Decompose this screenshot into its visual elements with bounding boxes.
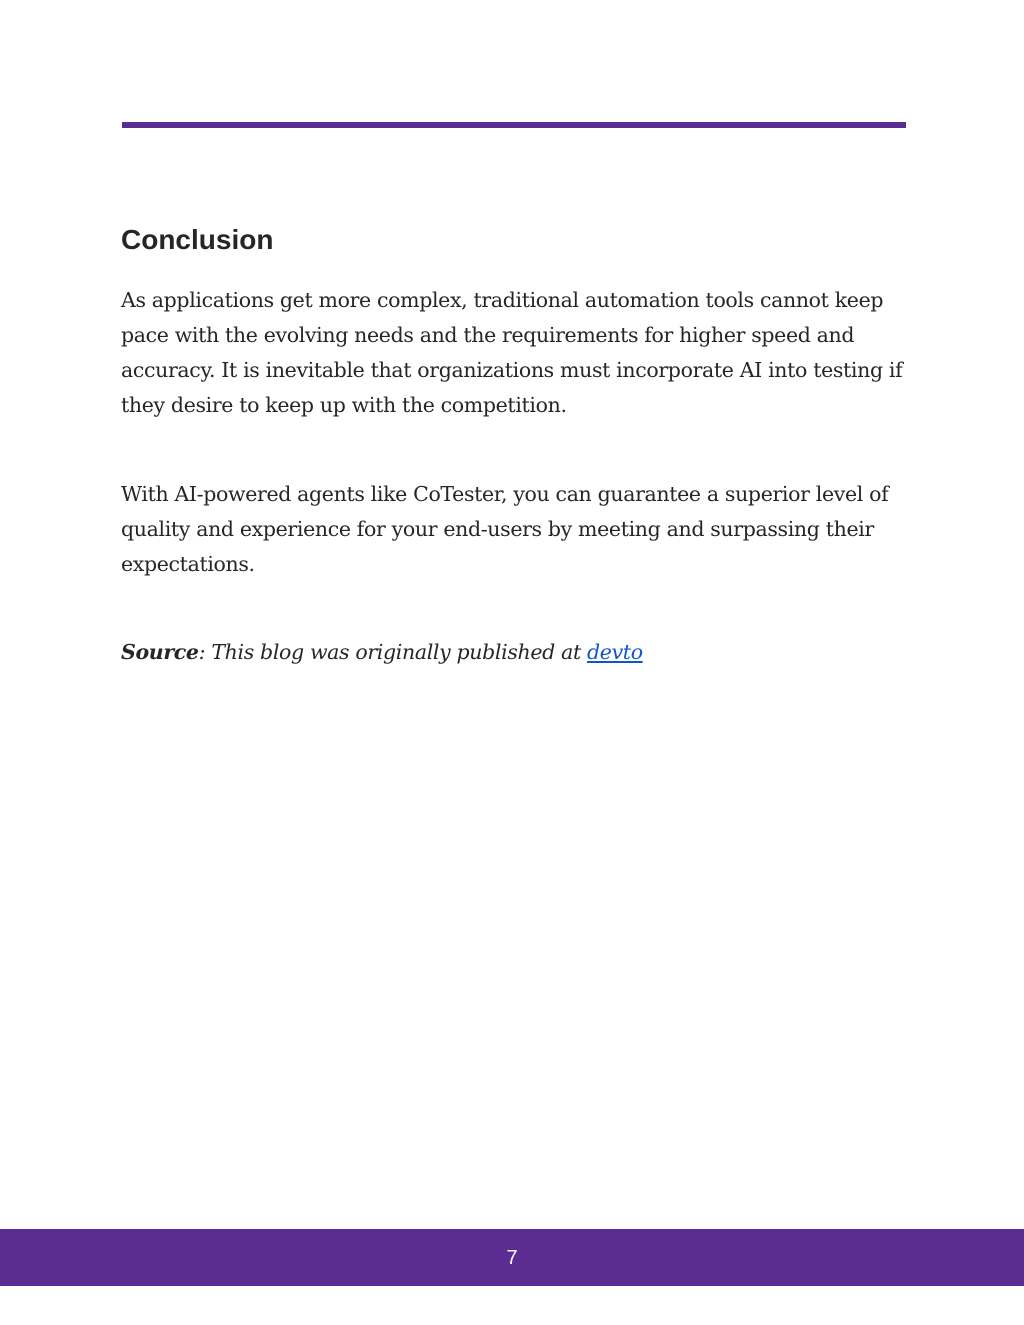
footer-bar: [0, 1229, 1024, 1286]
source-line: [121, 635, 911, 670]
top-divider: [122, 122, 906, 128]
paragraph-1: As applications get more complex, traditional automation tools cannot keep pace with the evolving needs and the requirements for higher speed and accuracy. It is inevitable that organizations must incorporate AI into testing if they desire to keep up with the competition.: [121, 288, 903, 417]
article-body: [121, 222, 911, 670]
section-heading: Conclusion: [121, 224, 274, 255]
devto-link[interactable]: devto: [587, 640, 643, 664]
paragraph-2: With AI-powered agents like CoTester, you can guarantee a superior level of quality and experience for your end-users by meeting and surpassing their expectations.: [121, 482, 889, 576]
source-label: Source: [121, 640, 199, 664]
page-number: 7: [506, 1246, 518, 1269]
source-text: : This blog was originally published at: [198, 640, 588, 664]
